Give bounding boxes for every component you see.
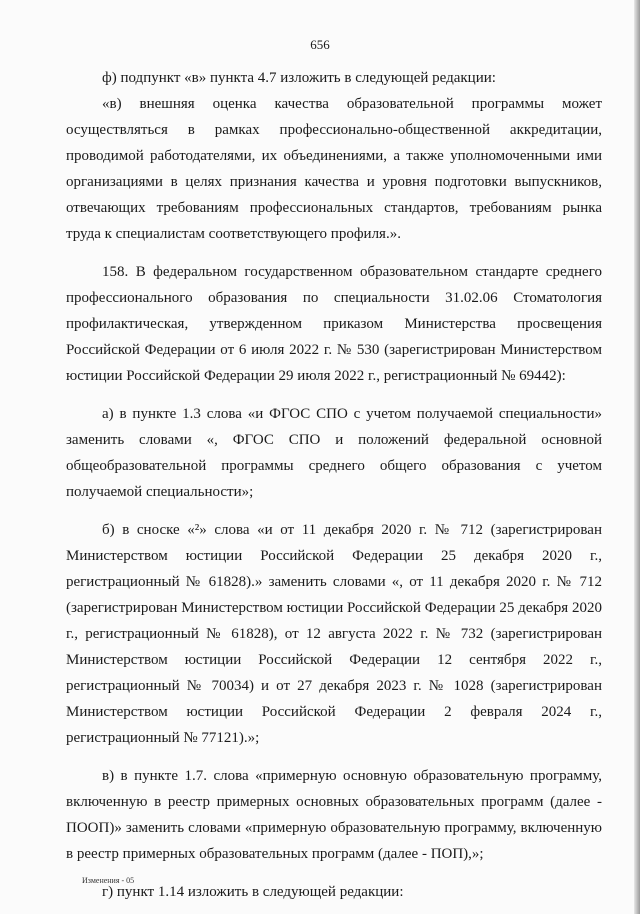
paragraph-a: а) в пункте 1.3 слова «и ФГОС СПО с учетом получаемой специальности» заменить словами «, ФГОС СПО и положений федеральной основной общеобразовательной программы среднего общего образования с учетом получаемой специальности»;	[66, 406, 602, 500]
paragraph-quote-v: «в) внешняя оценка качества образовательной программы может осуществляться в рамках профессионально-общественной аккредитации, проводимой работодателями, их объединениями, а также уполномоченными ими организациями в целях признания качества и уровня подготовки выпускников, отвечающих требованиям профессиональных стандартов, требованиям рынка труда к специалистам соответствующего профиля.».	[66, 96, 602, 242]
scan-edge	[634, 0, 640, 914]
paragraph-g: г) пункт 1.14 изложить в следующей редакции:	[102, 884, 404, 900]
paragraph-158: 158. В федеральном государственном образовательном стандарте среднего профессионального образования по специальности 31.02.06 Стоматология профилактическая, утвержденном приказом Министерства просвещения Российской Федерации от 6 июля 2022 г. № 530 (зарегистрирован Министерством юстиции Российской Федерации 29 июля 2022 г., регистрационный № 69442):	[66, 264, 602, 384]
footer-note: Изменения - 05	[82, 876, 135, 885]
paragraph-b: б) в сноске «²» слова «и от 11 декабря 2020 г. № 712 (зарегистрирован Министерством юстиции Российской Федерации 25 декабря 2020 г., регистрационный № 61828).» заменить словами «, от 11 декабря 2020 г. № 712 (зарегистрирован Министерством юстиции Российской Федерации 25 декабря 2020 г., регистрационный № 61828), от 12 августа 2022 г. № 732 (зарегистрирован Министерством юстиции Российской Федерации 12 сентября 2022 г., регистрационный № 70034) и от 27 декабря 2023 г. № 1028 (зарегистрирован Министерством юстиции Российской Федерации 2 февраля 2024 г., регистрационный № 77121).»;	[66, 522, 602, 746]
paragraph-f: ф) подпункт «в» пункта 4.7 изложить в следующей редакции:	[102, 70, 496, 86]
paragraph-v: в) в пункте 1.7. слова «примерную основную образовательную программу, включенную в реестр примерных основных образовательных программ (далее - ПООП)» заменить словами «примерную образовательную программу, включенную в реестр примерных образовательных программ (далее - ПОП),»;	[66, 768, 602, 862]
document-body	[66, 65, 602, 905]
page-number: 656	[310, 37, 330, 52]
